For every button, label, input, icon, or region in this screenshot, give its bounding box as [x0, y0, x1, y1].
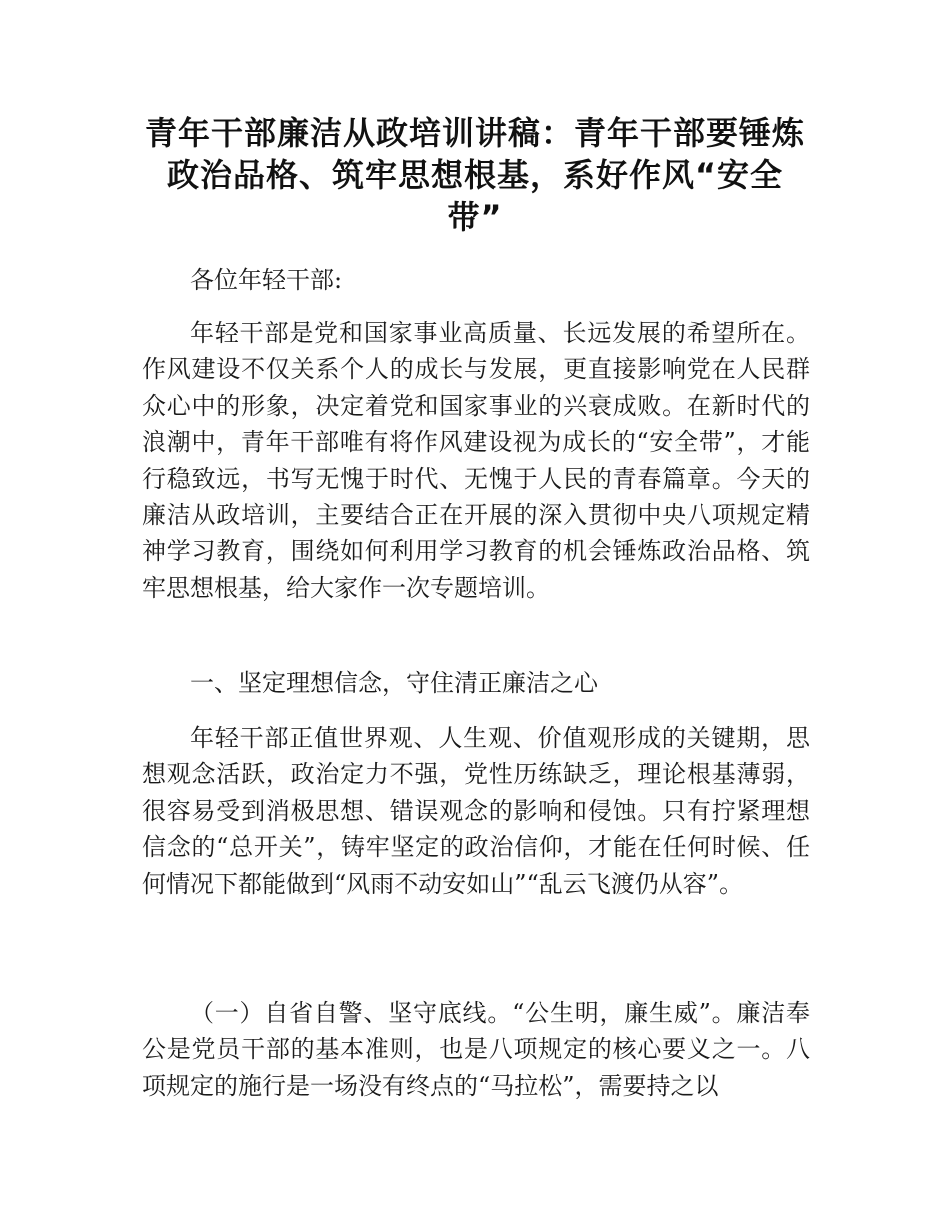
paragraph-subsection-1: （一）自省自警、坚守底线。“公生明，廉生威”。廉洁奉公是党员干部的基本准则，也是八项规定的核心要义之一。八项规定的施行是一场没有终点的“马拉松”，需要持之以 — [142, 999, 810, 1100]
paragraph-section-1: 年轻干部正值世界观、人生观、价值观形成的关键期，思想观念活跃，政治定力不强，党性历练缺乏，理论根基薄弱，很容易受到消极思想、错误观念的影响和侵蚀。只有拧紧理想信念的“总开关”，铸牢坚定的政治信仰，才能在任何时候、任何情况下都能做到“风雨不动安如山”“乱云飞渡仍从容”。 — [142, 724, 810, 898]
paragraph-intro: 年轻干部是党和国家事业高质量、长远发展的希望所在。作风建设不仅关系个人的成长与发展，更直接影响党在人民群众心中的形象，决定着党和国家事业的兴衰成败。在新时代的浪潮中，青年干部唯有将作风建设视为成长的“安全带”，才能行稳致远，书写无愧于时代、无愧于人民的青春篇章。今天的廉洁从政培训，主要结合正在开展的深入贯彻中央八项规定精神学习教育，围绕如何利用学习教育的机会锤炼政治品格、筑牢思想根基，给大家作一次专题培训。 — [142, 319, 810, 602]
salutation: 各位年轻干部: — [190, 266, 343, 294]
document-title: 青年干部廉洁从政培训讲稿：青年干部要锤炼政治品格、筑牢思想根基，系好作风“安全带” — [144, 114, 805, 236]
section-heading-1: 一、坚定理想信念，守住清正廉洁之心 — [190, 669, 598, 697]
